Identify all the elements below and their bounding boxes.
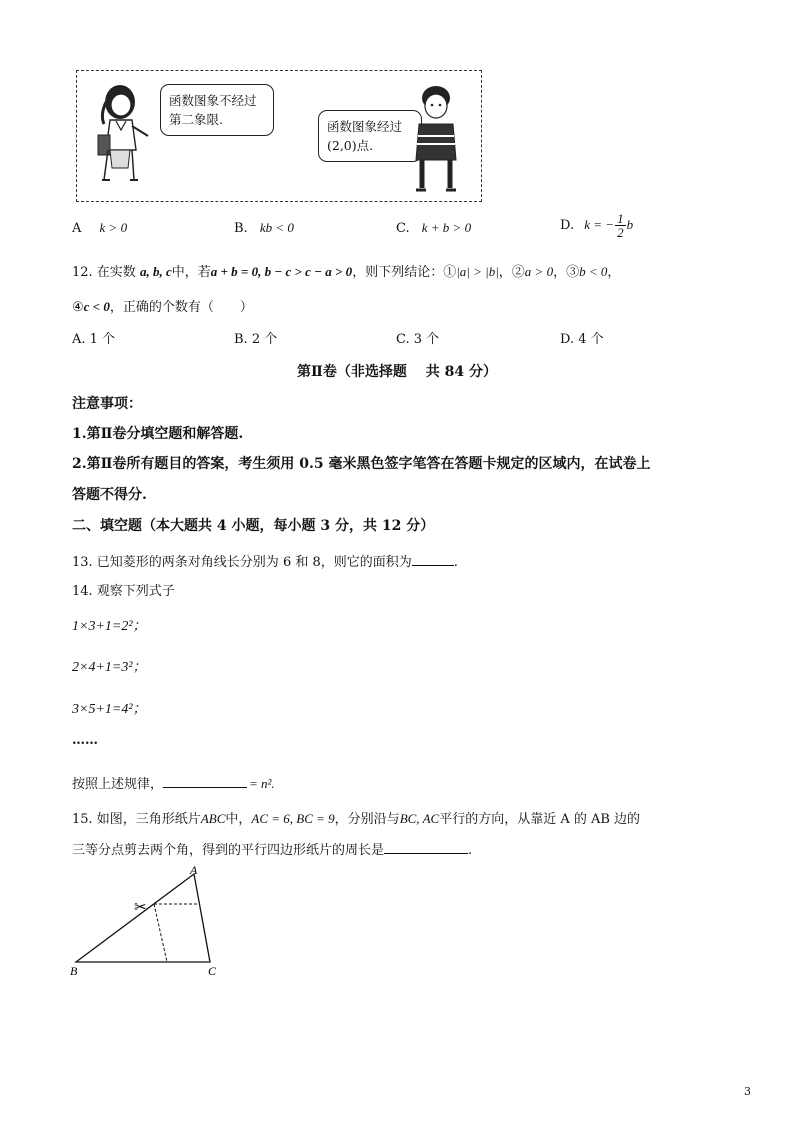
section-2-title: 第Ⅱ卷（非选择题 共 84 分） [297, 364, 497, 380]
q11-option-c[interactable]: C. k + b > 0 [396, 220, 472, 236]
notice-item-1: 1.第Ⅱ卷分填空题和解答题. [72, 426, 244, 442]
q15-stem-line2: 三等分点剪去两个角，得到的平行四边形纸片的周长是 . [72, 843, 473, 858]
q14-answer-blank[interactable] [163, 775, 247, 788]
q12-option-a[interactable]: A. 1 个 [72, 332, 116, 347]
q11-option-a[interactable]: A k > 0 [72, 220, 128, 236]
girl-speech-bubble: 函数图象不经过第二象限. [160, 84, 274, 136]
q14-intro: 14. 观察下列式子 [72, 584, 175, 599]
q11-option-b[interactable]: B. kb < 0 [234, 220, 294, 236]
q14-equation-1: 1×3+1=2²； [72, 619, 147, 634]
q15-stem-line1: 15. 如图，三角形纸片ABC中，AC = 6, BC = 9，分别沿与BC, AC平行的方向，从靠近 A 的 AB 边的 [72, 811, 641, 827]
q15-triangle-figure [66, 862, 236, 982]
page-number: 3 [744, 1085, 751, 1098]
q14-equation-2: 2×4+1=3²； [72, 660, 147, 675]
vertex-label-c: C [208, 964, 217, 978]
q14-ellipsis: …… [72, 733, 98, 748]
q15-answer-blank[interactable] [384, 841, 468, 854]
q12-option-c[interactable]: C. 3 个 [396, 332, 440, 347]
boy-figure [404, 82, 474, 194]
triangle-abc [76, 874, 210, 962]
q14-equation-3: 3×5+1=4²； [72, 702, 147, 717]
q13-stem: 13. 已知菱形的两条对角线长分别为 6 和 8，则它的面积为 . [72, 555, 458, 570]
q13-answer-blank[interactable] [412, 553, 454, 566]
q12-stem-line2: ④c < 0，正确的个数有（ ） [72, 299, 253, 315]
boy-speech-bubble: 函数图象经过(2,0)点. [318, 110, 422, 162]
part-2-title: 二、填空题（本大题共 4 小题，每小题 3 分，共 12 分） [72, 518, 435, 534]
vertex-label-b: B [70, 964, 78, 978]
cut-line-parallel-ac [154, 904, 167, 962]
notice-item-2-line2: 答题不得分. [72, 487, 147, 503]
notice-item-2-line1: 2.第Ⅱ卷所有题目的答案，考生须用 0.5 毫米黑色签字笔答在答题卡规定的区域内，在试卷上 [72, 456, 651, 472]
scissors-icon: ✂ [134, 898, 147, 916]
q12-option-b[interactable]: B. 2 个 [234, 332, 278, 347]
q11-option-d[interactable]: D. k = − $\frac{1}{2}$ b [560, 211, 634, 240]
notice-title: 注意事项： [72, 396, 142, 412]
q14-rule: 按照上述规律， = n². [72, 776, 275, 792]
q12-stem-line1: 12. 在实数 a, b, c中，若a + b = 0, b − c > c − a > 0，则下列结论：①|a| > |b|，②a > 0，③b < 0， [72, 264, 621, 280]
girl-figure [90, 80, 160, 190]
vertex-label-a: A [190, 863, 198, 877]
q12-option-d[interactable]: D. 4 个 [560, 332, 604, 347]
